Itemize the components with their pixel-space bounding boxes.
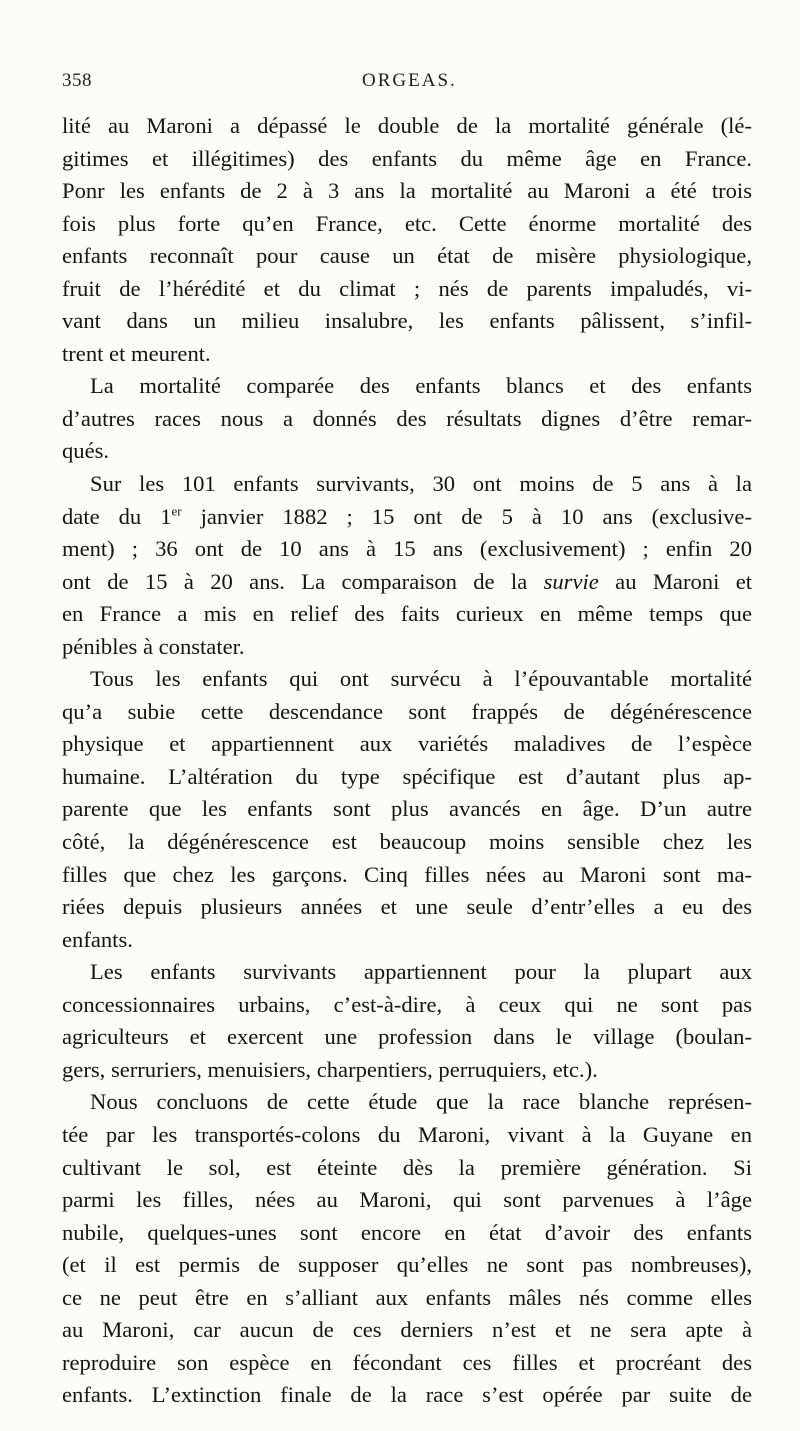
text-line: enfants. bbox=[62, 926, 133, 952]
text-line: Tous les enfants qui ont survécu à l’épouvantable mortalité bbox=[90, 666, 752, 692]
page-header bbox=[62, 70, 752, 100]
paragraph bbox=[62, 370, 752, 468]
text-line: filles que chez les garçons. Cinq filles nées au Maroni sont ma- bbox=[62, 861, 752, 887]
text-line: qués. bbox=[62, 438, 110, 464]
body-text bbox=[62, 110, 752, 1412]
text-line: reproduire son espèce en fécondant ces filles et procréant des bbox=[62, 1349, 752, 1375]
text-line: gers, serruriers, menuisiers, charpentiers, perruquiers, etc.). bbox=[62, 1056, 598, 1082]
text-line: agriculteurs et exercent une profession dans le village (boulan- bbox=[62, 1024, 752, 1050]
text-line: date du 1er janvier 1882 ; 15 ont de 5 à 10 ans (exclusive- bbox=[62, 503, 752, 529]
text-line: nubile, quelques-unes sont encore en état d’avoir des enfants bbox=[62, 1219, 752, 1245]
text-line: cultivant le sol, est éteinte dès la première génération. Si bbox=[62, 1154, 752, 1180]
text-line: riées depuis plusieurs années et une seule d’entr’elles a eu des bbox=[62, 894, 752, 920]
text-line: en France a mis en relief des faits curieux en même temps que bbox=[62, 601, 752, 627]
paragraph bbox=[62, 110, 752, 370]
text-line: gitimes et illégitimes) des enfants du même âge en France. bbox=[62, 145, 752, 171]
text-line: ce ne peut être en s’alliant aux enfants mâles nés comme elles bbox=[62, 1284, 752, 1310]
text-line: tée par les transportés-colons du Maroni, vivant à la Guyane en bbox=[62, 1121, 752, 1147]
text-line: fois plus forte qu’en France, etc. Cette énorme mortalité des bbox=[62, 210, 752, 236]
text-line: La mortalité comparée des enfants blancs et des enfants bbox=[90, 373, 752, 399]
text-line: qu’a subie cette descendance sont frappés de dégénérescence bbox=[62, 698, 752, 724]
text-line: humaine. L’altération du type spécifique est d’autant plus ap- bbox=[62, 763, 752, 789]
text-line: au Maroni, car aucun de ces derniers n’est et ne sera apte à bbox=[62, 1317, 752, 1343]
text-line: Sur les 101 enfants survivants, 30 ont moins de 5 ans à la bbox=[90, 471, 752, 497]
text-line: Les enfants survivants appartiennent pour la plupart aux bbox=[90, 959, 752, 985]
text-line: (et il est permis de supposer qu’elles ne sont pas nombreuses), bbox=[62, 1252, 752, 1278]
text-line: enfants. L’extinction finale de la race s’est opérée par suite de bbox=[62, 1382, 752, 1408]
text-line: vant dans un milieu insalubre, les enfants pâlissent, s’infil- bbox=[62, 308, 752, 334]
text-line: pénibles à constater. bbox=[62, 633, 245, 659]
text-line: physique et appartiennent aux variétés maladives de l’espèce bbox=[62, 731, 752, 757]
text-line: enfants reconnaît pour cause un état de misère physiologique, bbox=[62, 243, 752, 269]
text-line: Nous concluons de cette étude que la race blanche représen- bbox=[90, 1089, 752, 1115]
text-line: parmi les filles, nées au Maroni, qui sont parvenues à l’âge bbox=[62, 1187, 752, 1213]
paragraph bbox=[62, 956, 752, 1086]
running-title: ORGEAS. bbox=[362, 70, 457, 91]
paragraph bbox=[62, 663, 752, 956]
text-line: lité au Maroni a dépassé le double de la mortalité générale (lé- bbox=[62, 113, 752, 138]
text-line: parente que les enfants sont plus avancés en âge. D’un autre bbox=[62, 796, 752, 822]
text-line: d’autres races nous a donnés des résultats dignes d’être remar- bbox=[62, 405, 752, 431]
text-line: ont de 15 à 20 ans. La comparaison de la survie au Maroni et bbox=[62, 568, 753, 594]
text-line: trent et meurent. bbox=[62, 340, 211, 366]
text-line: concessionnaires urbains, c’est-à-dire, à ceux qui ne sont pas bbox=[62, 991, 752, 1017]
text-line: Ponr les enfants de 2 à 3 ans la mortalité au Maroni a été trois bbox=[62, 178, 752, 204]
text-line: côté, la dégénérescence est beaucoup moins sensible chez les bbox=[62, 829, 752, 855]
page-number: 358 bbox=[62, 70, 92, 91]
paragraph bbox=[62, 468, 752, 663]
text-line: fruit de l’hérédité et du climat ; nés de parents impaludés, vi- bbox=[62, 275, 752, 301]
text-line: ment) ; 36 ont de 10 ans à 15 ans (exclusivement) ; enfin 20 bbox=[62, 536, 752, 562]
paragraph bbox=[62, 1086, 752, 1411]
